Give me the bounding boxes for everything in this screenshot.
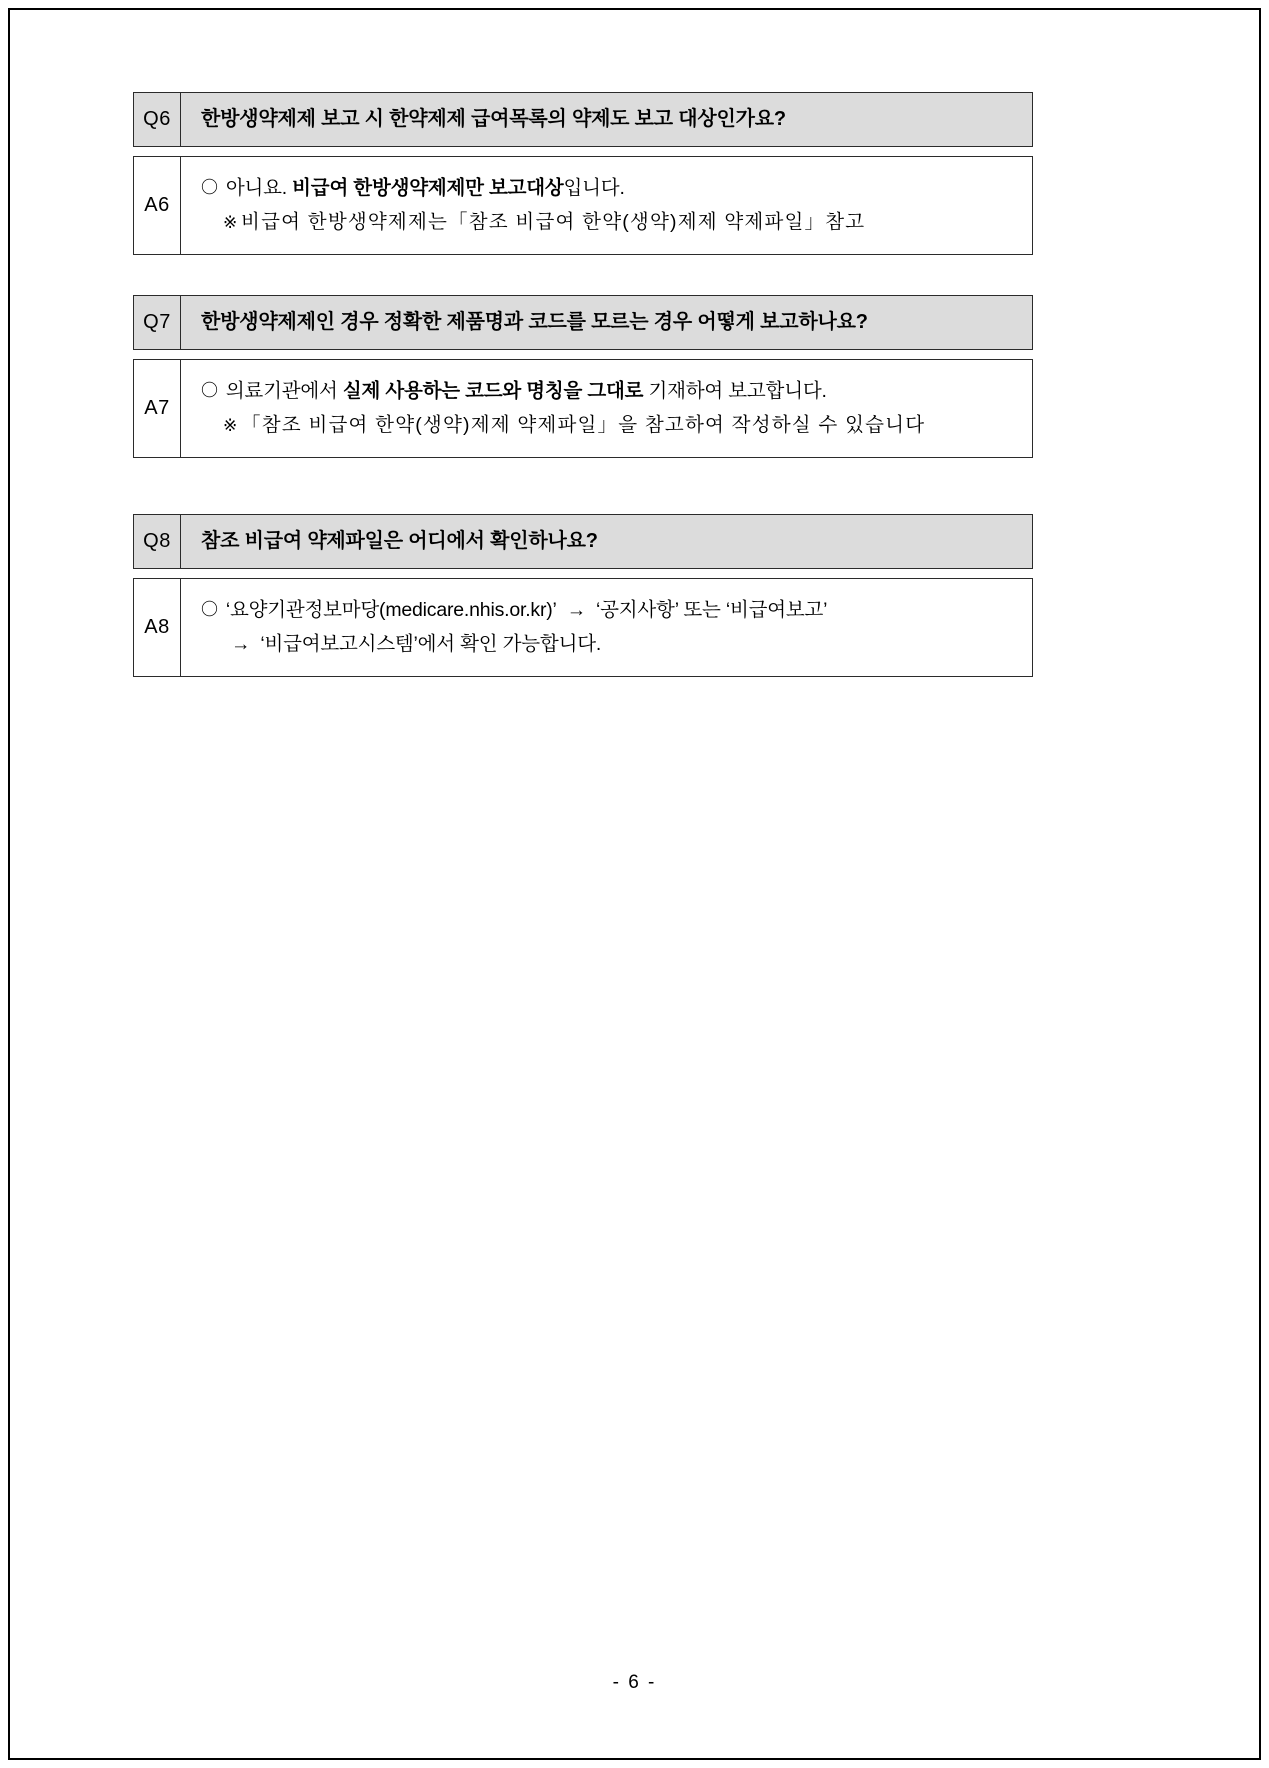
answer-segment-plain-2: 기재하여 보고합니다. (643, 380, 827, 403)
reference-mark-icon: ※ (223, 415, 238, 435)
answer-row-q7 (133, 359, 1033, 458)
answer-note-line (201, 629, 1018, 661)
question-text-q6: 한방생약제제 보고 시 한약제제 급여목록의 약제도 보고 대상인가요? (181, 92, 1033, 147)
answer-note-text: 비급여 한방생약제제는「참조 비급여 한약(생약)제제 약제파일」참고 (241, 210, 866, 233)
arrow-right-icon: → (566, 599, 587, 622)
answer-row-q8 (133, 578, 1033, 677)
question-text-q8: 참조 비급여 약제파일은 어디에서 확인하나요? (181, 514, 1033, 569)
answer-segment-plain: 의료기관에서 (225, 380, 343, 403)
question-row-q8 (133, 514, 1033, 569)
answer-note-text: 「참조 비급여 한약(생약)제제 약제파일」을 참고하여 작성하실 수 있습니다 (241, 413, 926, 436)
faq-item-q6 (133, 92, 1033, 255)
faq-item-q8 (133, 514, 1033, 677)
answer-tag-a8: A8 (133, 578, 181, 677)
circle-bullet-icon: 〇 (201, 600, 218, 620)
circle-bullet-icon: 〇 (201, 381, 218, 401)
question-text-q7: 한방생약제제인 경우 정확한 제품명과 코드를 모르는 경우 어떻게 보고하나요? (181, 295, 1033, 350)
answer-segment-bold: 실제 사용하는 코드와 명칭을 그대로 (342, 380, 644, 403)
question-tag-q6: Q6 (133, 92, 181, 147)
answer-row-q6 (133, 156, 1033, 255)
answer-text-a8 (181, 578, 1033, 677)
answer-text-a6 (181, 156, 1033, 255)
faq-item-q7 (133, 295, 1033, 458)
answer-segment-plain: 아니요. (225, 177, 293, 199)
question-tag-q8: Q8 (133, 514, 181, 569)
reference-mark-icon: ※ (223, 212, 238, 232)
answer-text-a7 (181, 359, 1033, 458)
question-row-q6 (133, 92, 1033, 147)
answer-note-text: ‘비급여보고시스템’에서 확인 가능합니다. (260, 632, 602, 655)
answer-segment-portal: ‘요양기관정보마당(medicare.nhis.or.kr)’ (225, 599, 557, 622)
answer-note-line (201, 410, 1018, 442)
answer-note-line (201, 207, 1018, 239)
answer-segment-plain-2: 입니다. (563, 177, 625, 199)
answer-line (201, 376, 1018, 408)
answer-line (201, 595, 1018, 627)
page-number: - 6 - (612, 1672, 657, 1693)
answer-segment-menu: ‘공지사항’ 또는 ‘비급여보고’ (596, 599, 828, 622)
arrow-right-icon-2: → (231, 632, 251, 655)
answer-tag-a6: A6 (133, 156, 181, 255)
faq-list (133, 92, 1033, 713)
answer-segment-bold: 비급여 한방생약제제만 보고대상 (292, 177, 564, 199)
answer-tag-a7: A7 (133, 359, 181, 458)
circle-bullet-icon: 〇 (201, 178, 218, 197)
question-tag-q7: Q7 (133, 295, 181, 350)
question-row-q7 (133, 295, 1033, 350)
answer-line (201, 173, 1018, 205)
